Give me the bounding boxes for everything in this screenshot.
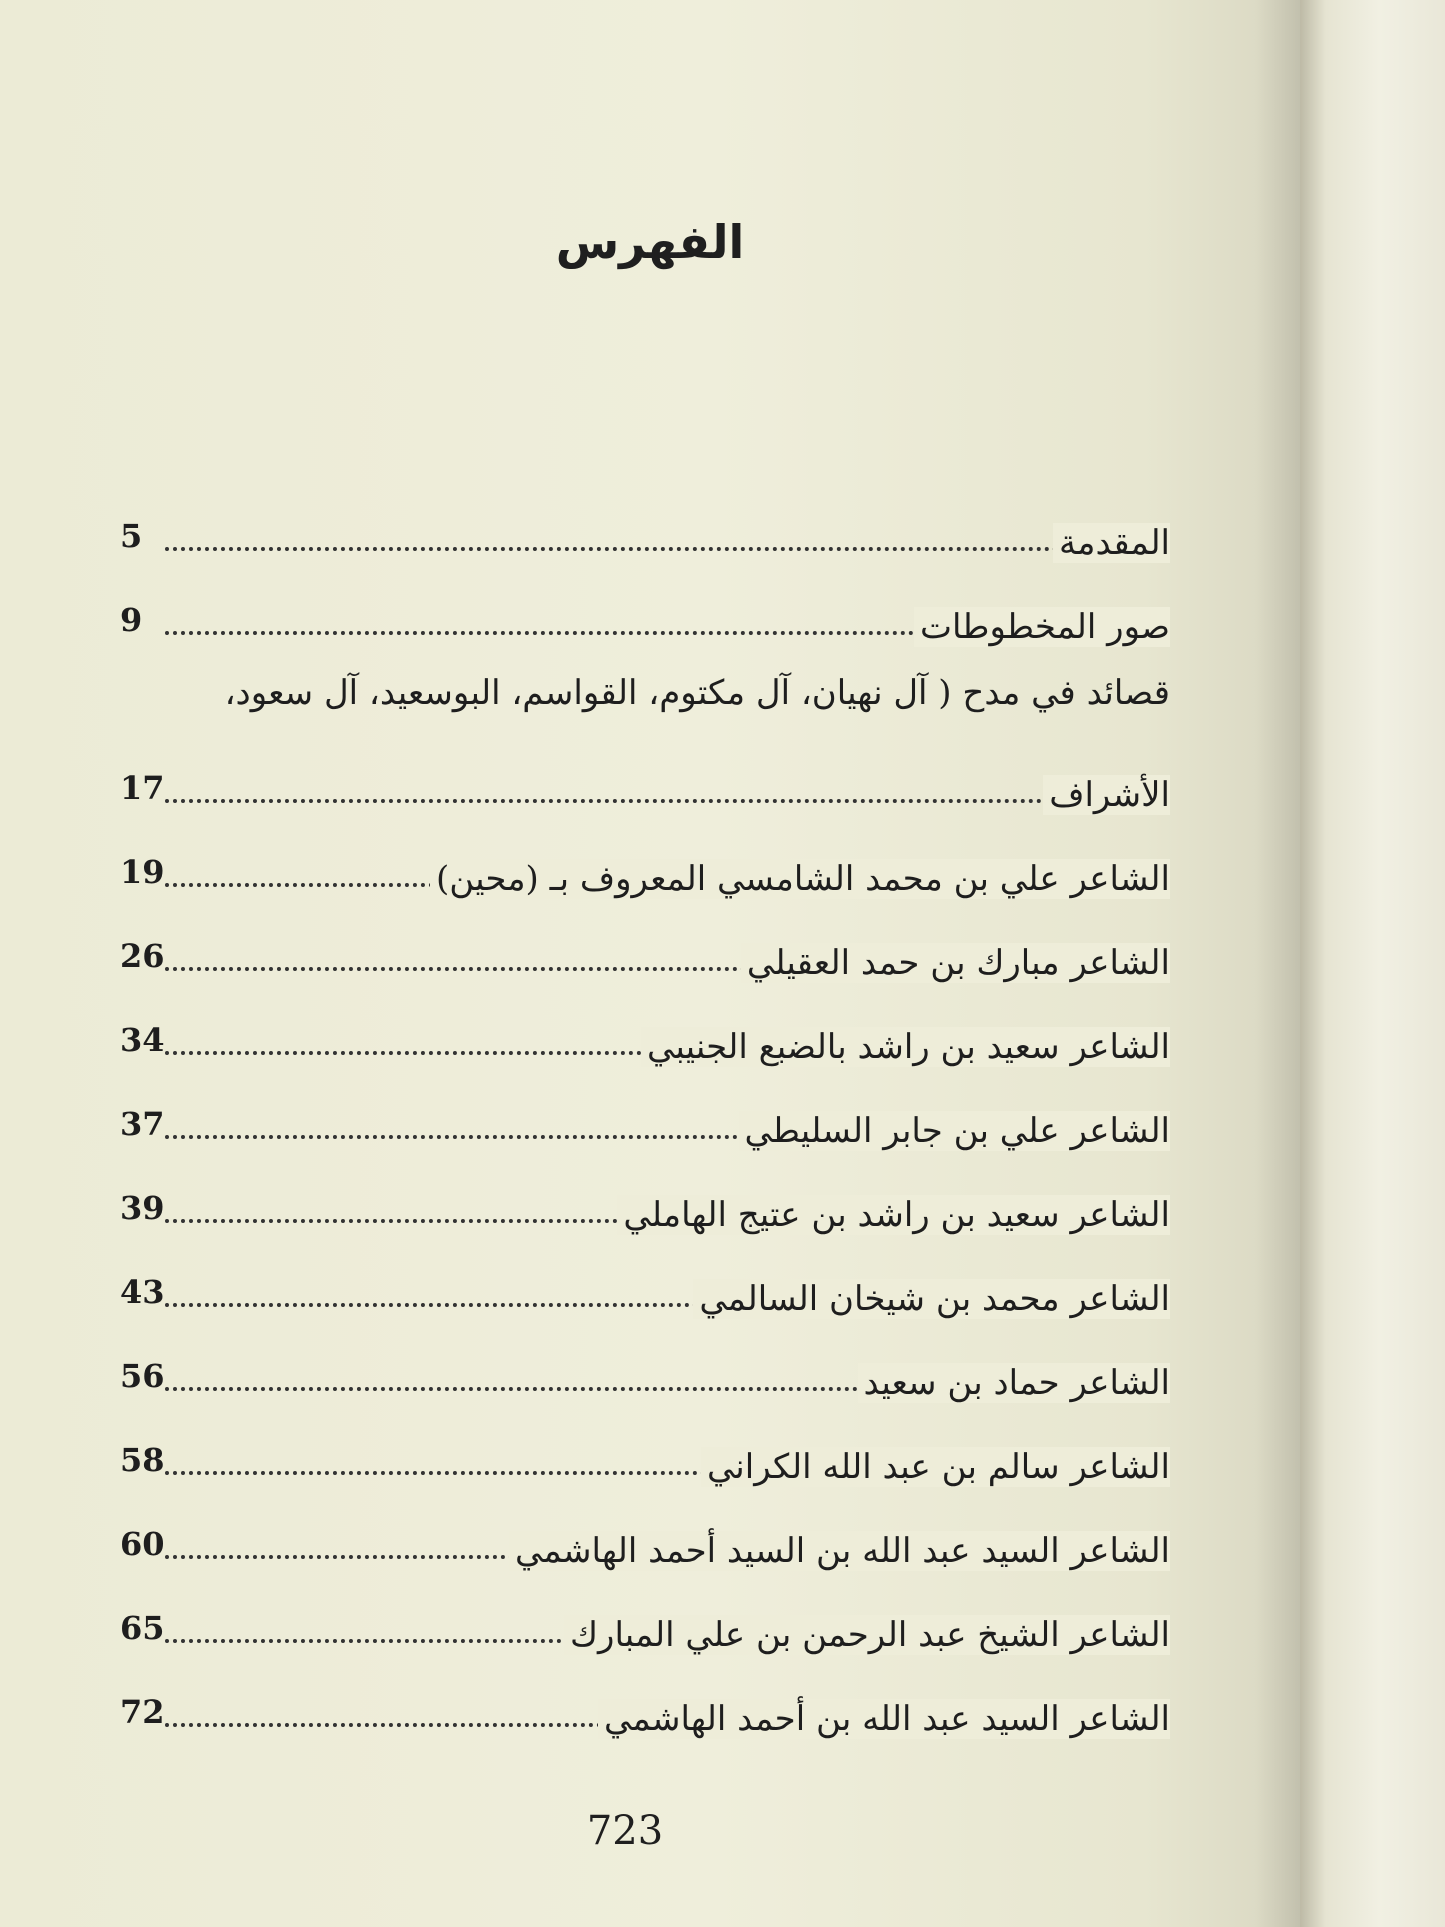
toc-entry-label: الشاعر علي بن محمد الشامسي المعروف بـ (محين) [430, 859, 1170, 899]
toc-entry-label: الشاعر سعيد بن راشد بالضبع الجنيبي [641, 1027, 1170, 1067]
toc-entry [120, 1325, 1170, 1409]
toc-entry [120, 1241, 1170, 1325]
toc-entry-label: الشاعر سالم بن عبد الله الكراني [701, 1447, 1170, 1487]
toc-entry [120, 821, 1170, 905]
toc-entry-label: الشاعر السيد عبد الله بن السيد أحمد الهاشمي [509, 1531, 1170, 1571]
toc-entry [120, 905, 1170, 989]
toc-entry-label: صور المخطوطات [914, 607, 1170, 647]
toc-entry-label: الشاعر مبارك بن حمد العقيلي [741, 943, 1170, 983]
page-number: 723 [586, 1808, 664, 1854]
dot-leader [165, 799, 1170, 803]
toc-entry-page: 60 [120, 1525, 165, 1563]
toc-entry [120, 1577, 1170, 1661]
toc-entry [120, 1493, 1170, 1577]
toc-entry [120, 1073, 1170, 1157]
page-title: الفهرس [555, 215, 745, 269]
toc-entry-page: 39 [120, 1189, 165, 1227]
toc-entry-page: 9 [120, 601, 143, 639]
toc-entry-label-line1: قصائد في مدح ( آل نهيان، آل مكتوم، القواسم، البوسعيد، آل سعود، [224, 673, 1170, 713]
toc-entry-page: 56 [120, 1357, 165, 1395]
toc-entry-label: الشاعر السيد عبد الله بن أحمد الهاشمي [598, 1699, 1170, 1739]
facing-page-edge [1300, 0, 1445, 1927]
toc-entry [120, 1409, 1170, 1493]
toc-entry-label: الشاعر حماد بن سعيد [858, 1363, 1170, 1403]
toc-entry [120, 569, 1170, 653]
toc-entry [120, 485, 1170, 569]
toc-entry [120, 1157, 1170, 1241]
toc-entry-page: 65 [120, 1609, 165, 1647]
toc-entry-page: 34 [120, 1021, 165, 1059]
toc-entry-label: الشاعر محمد بن شيخان السالمي [693, 1279, 1170, 1319]
table-of-contents [120, 485, 1170, 1745]
toc-entry-page: 5 [120, 517, 143, 555]
toc-entry-label: الشاعر الشيخ عبد الرحمن بن علي المبارك [564, 1615, 1170, 1655]
toc-entry [120, 989, 1170, 1073]
toc-entry-label: الأشراف [1043, 775, 1170, 815]
toc-entry-page: 17 [120, 769, 165, 807]
toc-entry-label: الشاعر سعيد بن راشد بن عتيج الهاملي [617, 1195, 1170, 1235]
toc-entry-page: 72 [120, 1693, 165, 1731]
toc-entry-page: 19 [120, 853, 165, 891]
toc-entry-label: الشاعر علي بن جابر السليطي [739, 1111, 1170, 1151]
toc-entry-page: 43 [120, 1273, 165, 1311]
toc-entry-page: 37 [120, 1105, 165, 1143]
toc-entry-page: 58 [120, 1441, 165, 1479]
binding-shadow [1255, 0, 1300, 1927]
dot-leader [165, 547, 1170, 551]
toc-entry [120, 1661, 1170, 1745]
toc-entry [120, 653, 1170, 821]
toc-entry-page: 26 [120, 937, 165, 975]
toc-entry-label: المقدمة [1053, 523, 1170, 563]
